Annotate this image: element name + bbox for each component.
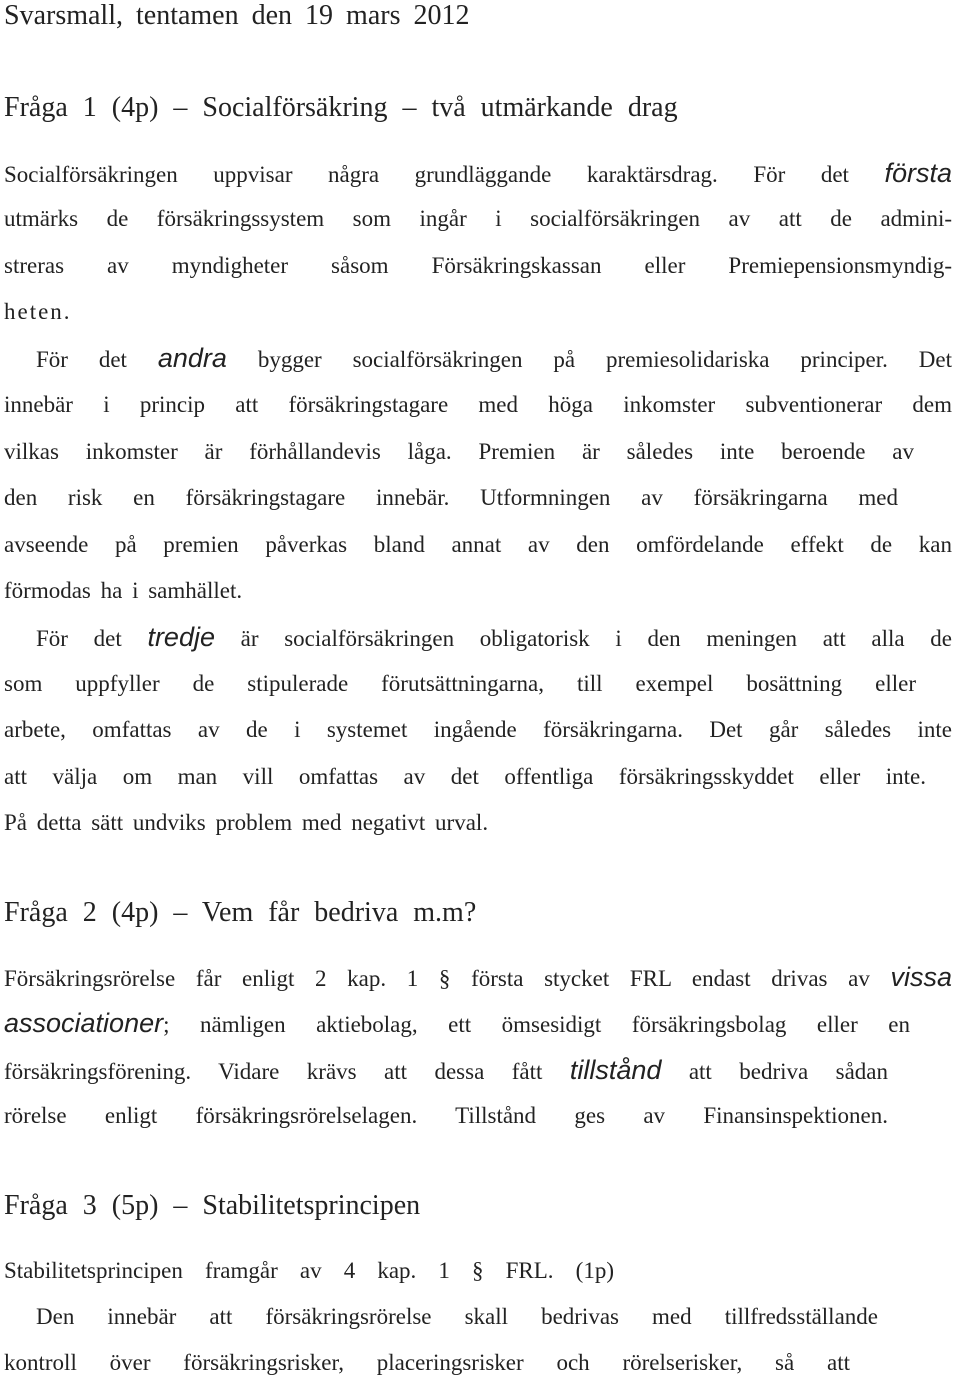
q2-emphasis-vissa: vissa xyxy=(890,962,953,992)
q1-line-8: den risk en försäkringstagare innebär. Utformningen av försäkringarna med xyxy=(4,485,898,510)
q1-line-15: På detta sätt undviks problem med negativt urval. xyxy=(4,810,489,835)
q1-emphasis-forsta: första xyxy=(884,158,952,188)
q1-line-5-end: bygger socialförsäkringen på premiesolidariska principer. Det xyxy=(257,347,952,372)
q2-line-1 xyxy=(4,962,952,994)
q1-line-6: innebär i princip att försäkringstagare med höga inkomster subventionerar dem xyxy=(4,392,952,417)
q1-line-11-start: För det xyxy=(36,626,122,651)
q2-line-1-text: Försäkringsrörelse får enligt 2 kap. 1 § första stycket FRL endast drivas av xyxy=(4,966,870,991)
q1-line-11 xyxy=(36,622,952,654)
q3-line-2: Den innebär att försäkringsrörelse skall bedrivas med tillfredsställande xyxy=(36,1304,878,1329)
q1-line-13: arbete, omfattas av de i systemet ingående försäkringarna. Det går således inte xyxy=(4,717,952,742)
q1-line-10: förmodas ha i samhället. xyxy=(4,578,243,603)
q2-emphasis-associationer: associationer xyxy=(4,1008,164,1038)
q1-line-1-text: Socialförsäkringen uppvisar några grundläggande karaktärsdrag. För det xyxy=(4,162,849,187)
q1-line-4: heten. xyxy=(4,299,72,324)
q1-line-9: avseende på premien påverkas bland annat av den omfördelande effekt de kan xyxy=(4,532,952,557)
q1-line-5-start: För det xyxy=(36,347,127,372)
q2-line-3-start: försäkringsförening. Vidare krävs att dessa fått xyxy=(4,1059,543,1084)
q1-line-14: att välja om man vill omfattas av det offentliga försäkringsskyddet eller inte. xyxy=(4,764,926,789)
q2-line-2 xyxy=(4,1008,910,1040)
q1-line-2: utmärks de försäkringssystem som ingår i socialförsäkringen av att de admini- xyxy=(4,206,952,231)
question-3-heading: Fråga 3 (5p) – Stabilitetsprincipen xyxy=(4,1190,421,1221)
q1-line-5 xyxy=(36,343,952,375)
q2-line-3-end: att bedriva sådan xyxy=(688,1059,889,1084)
question-1-heading: Fråga 1 (4p) – Socialförsäkring – två utmärkande drag xyxy=(4,92,678,123)
q1-emphasis-andra: andra xyxy=(157,343,227,373)
q2-line-2-text: ; nämligen aktiebolag, ett ömsesidigt försäkringsbolag eller en xyxy=(163,1012,910,1037)
q2-emphasis-tillstand: tillstånd xyxy=(569,1055,662,1085)
q1-line-1 xyxy=(4,158,952,190)
q1-emphasis-tredje: tredje xyxy=(147,622,215,652)
q2-line-3 xyxy=(4,1055,888,1087)
q1-line-7: vilkas inkomster är förhållandevis låga. Premien är således inte beroende av xyxy=(4,439,914,464)
q1-line-3: streras av myndigheter såsom Försäkringskassan eller Premiepensionsmyndig- xyxy=(4,253,952,278)
question-2-heading: Fråga 2 (4p) – Vem får bedriva m.m? xyxy=(4,897,477,928)
q1-line-11-end: är socialförsäkringen obligatorisk i den meningen att alla de xyxy=(240,626,952,651)
q1-line-12: som uppfyller de stipulerade förutsättningarna, till exempel bosättning eller xyxy=(4,671,916,696)
document-title: Svarsmall, tentamen den 19 mars 2012 xyxy=(4,0,470,31)
q3-line-3: kontroll över försäkringsrisker, placeringsrisker och rörelserisker, så att xyxy=(4,1350,850,1375)
q2-line-2-group xyxy=(4,1008,910,1038)
q3-line-1: Stabilitetsprincipen framgår av 4 kap. 1 § FRL. (1p) xyxy=(4,1258,614,1283)
q2-line-4: rörelse enligt försäkringsrörelselagen. Tillstånd ges av Finansinspektionen. xyxy=(4,1103,888,1128)
